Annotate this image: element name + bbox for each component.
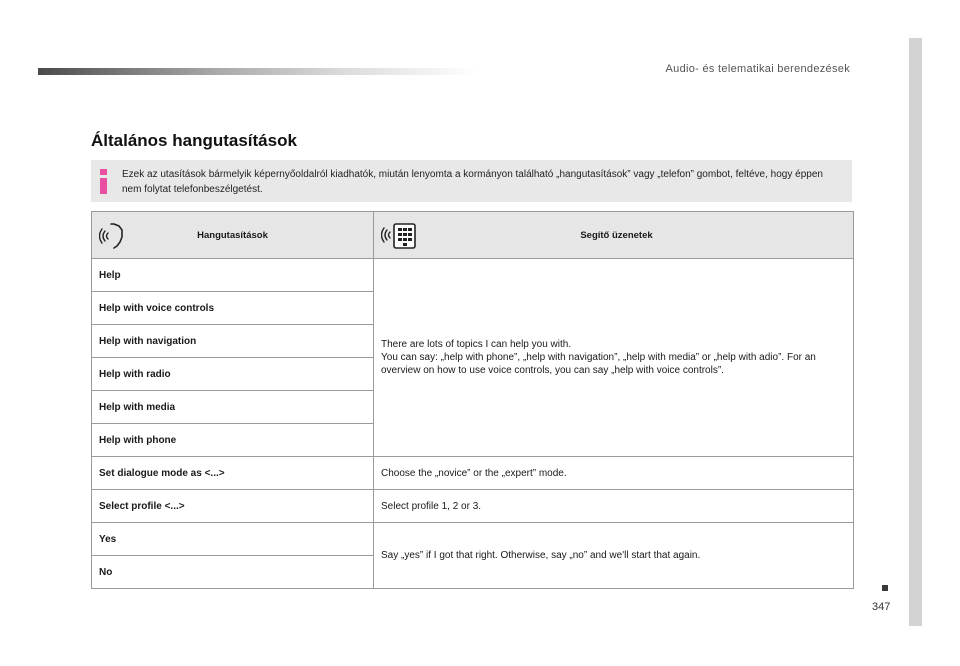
voice-commands-table — [91, 211, 854, 589]
command-cell: Select profile <...> — [92, 490, 374, 523]
info-text: Ezek az utasítások bármelyik képernyőoldalról kiadhatók, miután lenyomta a kormányon található „hangutasítások” vagy „telefon” gombot, feltéve, hogy éppen nem folytat telefonbeszélgetést. — [122, 169, 823, 195]
table-row — [92, 457, 854, 490]
table-row — [92, 523, 854, 556]
command-cell: Yes — [92, 523, 374, 556]
command-cell: Help with media — [92, 391, 374, 424]
header-gradient-bar — [38, 68, 478, 75]
command-cell: Help with radio — [92, 358, 374, 391]
section-title: Általános hangutasítások — [91, 131, 297, 150]
header-label: Hangutasítások — [197, 229, 268, 241]
voice-command-icon — [99, 221, 129, 249]
info-icon — [100, 169, 107, 194]
table-row — [92, 259, 854, 292]
command-cell: Help with navigation — [92, 325, 374, 358]
response-cell-profile: Select profile 1, 2 or 3. — [374, 490, 854, 523]
voice-keypad-icon — [381, 220, 417, 250]
page-number: 347 — [872, 601, 891, 613]
response-cell-dialogue: Choose the „novice” or the „expert” mode. — [374, 457, 854, 490]
command-cell: Help with voice controls — [92, 292, 374, 325]
page-marker — [882, 585, 888, 591]
header-label: Segítő üzenetek — [580, 229, 653, 241]
command-cell: No — [92, 556, 374, 589]
table-header-row — [92, 212, 854, 259]
info-box — [91, 160, 852, 202]
chapter-title: Audio- és telematikai berendezések — [665, 63, 850, 75]
response-cell-yesno: Say „yes” if I got that right. Otherwise, say „no” and we'll start that again. — [374, 523, 854, 589]
table-row — [92, 490, 854, 523]
command-cell: Help with phone — [92, 424, 374, 457]
response-cell-help — [374, 259, 854, 457]
command-cell: Set dialogue mode as <...> — [92, 457, 374, 490]
column-header-commands — [92, 212, 374, 259]
page-side-strip — [909, 38, 922, 626]
command-cell: Help — [92, 259, 374, 292]
response-text: There are lots of topics I can help you with. You can say: „help with phone”, „help with navigation”, „help with media” or „help with adio”. For an overview on how to use voice controls, you can say „help with voice controls”. — [381, 339, 816, 376]
column-header-messages — [374, 212, 854, 259]
